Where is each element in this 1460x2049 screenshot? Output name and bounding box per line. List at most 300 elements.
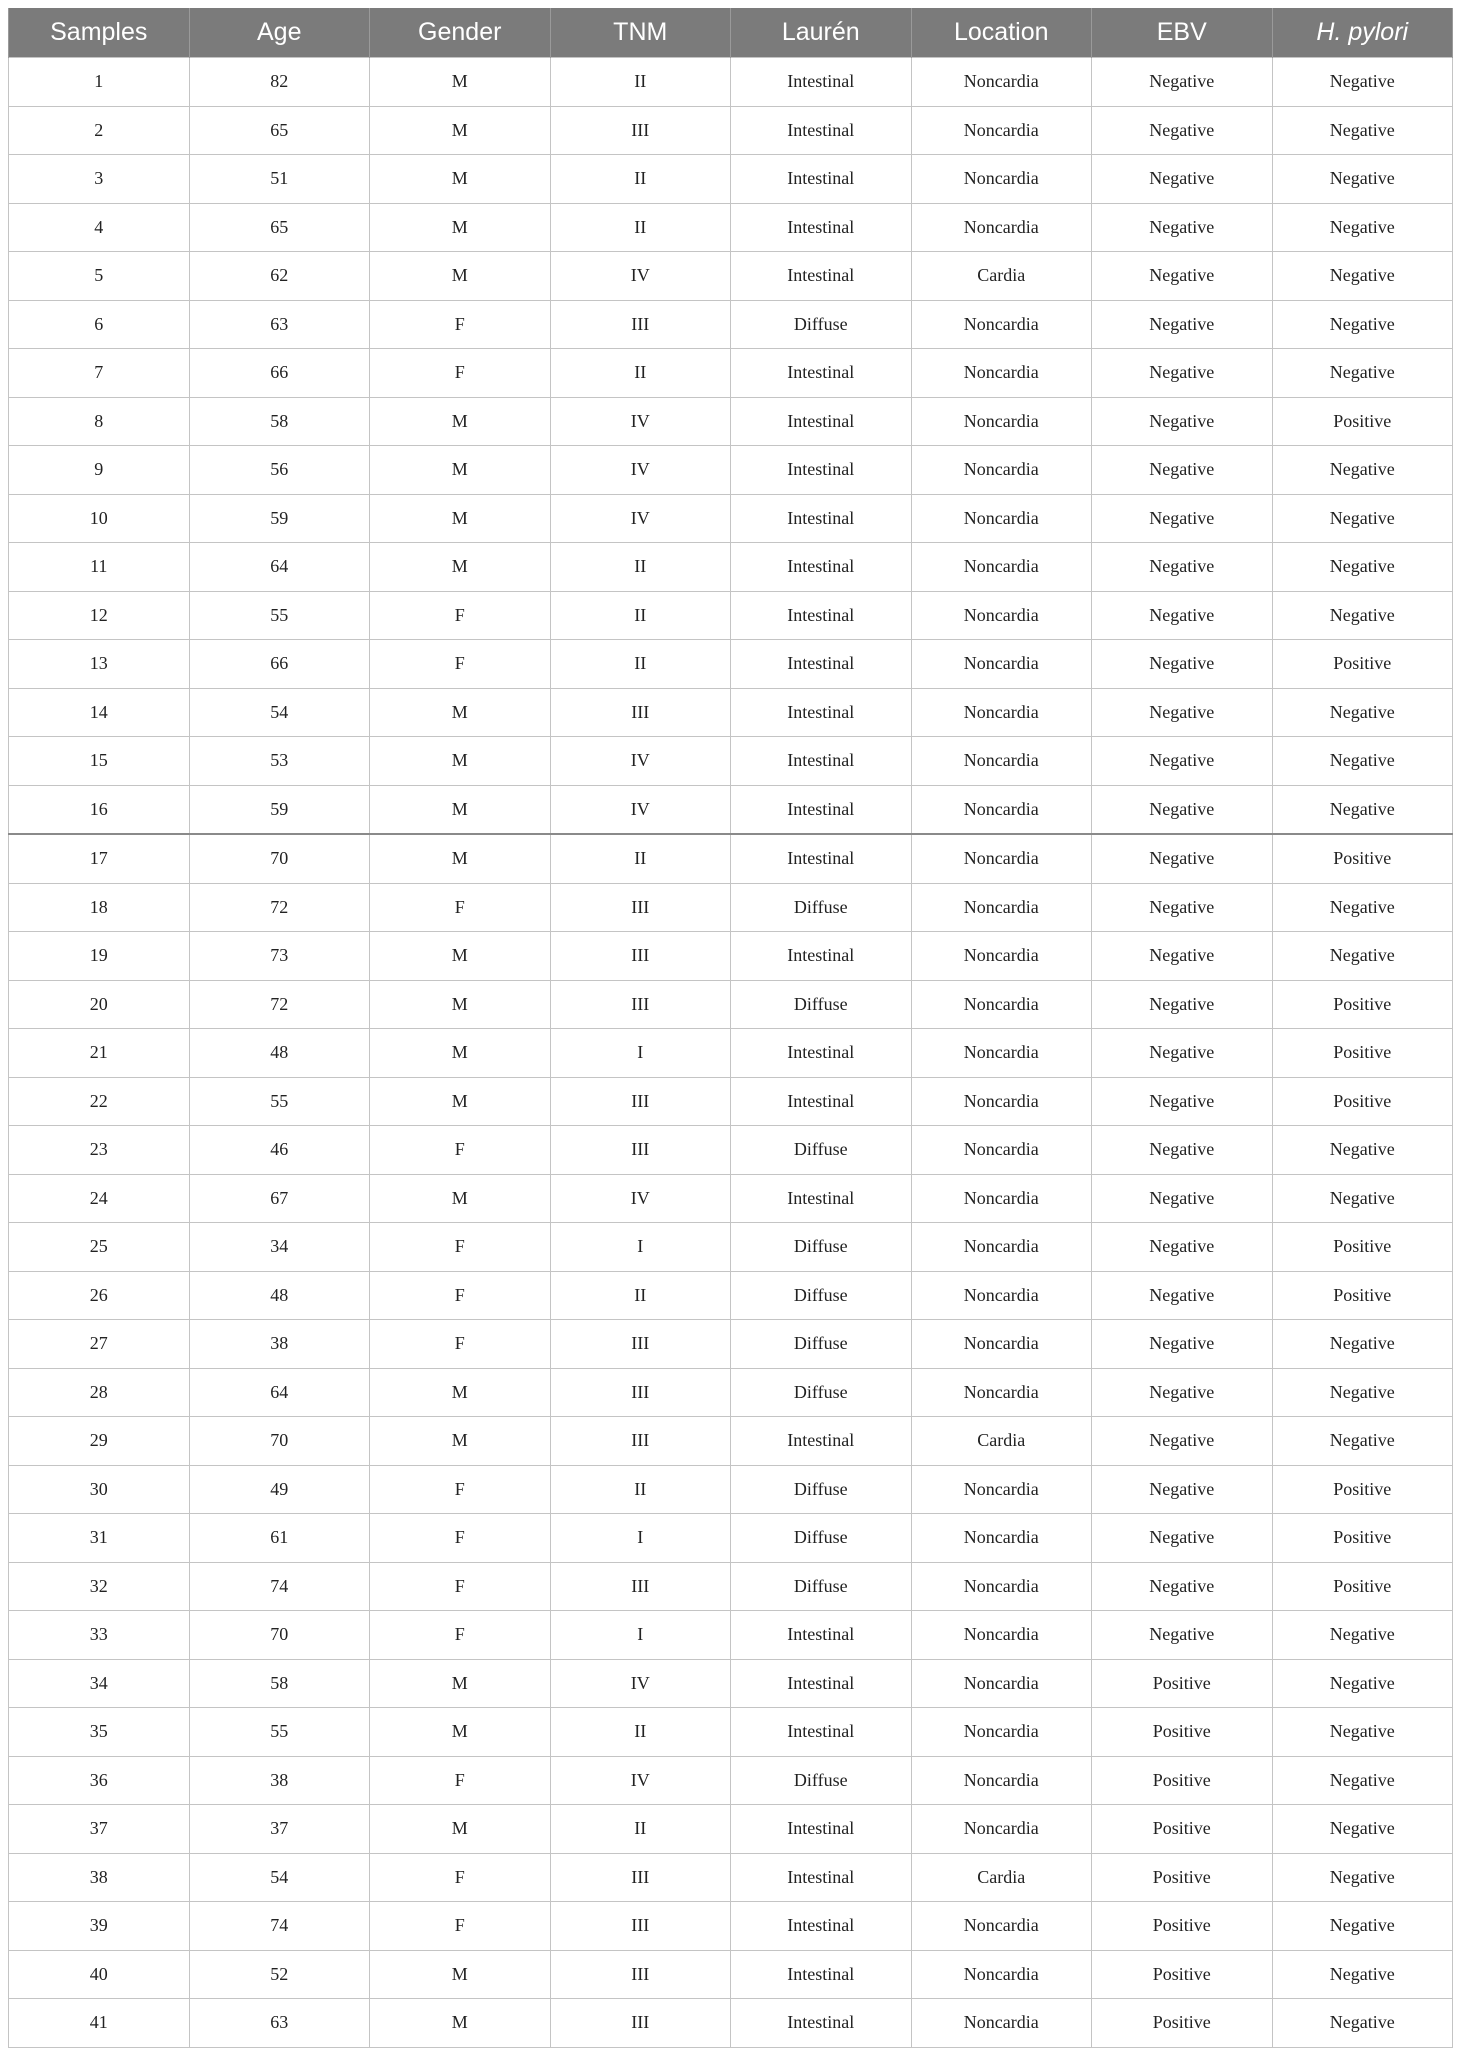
cell-tnm: III (550, 980, 731, 1029)
table-row (9, 1029, 1453, 1078)
cell-samples: 31 (9, 1514, 190, 1563)
cell-tnm: III (550, 1417, 731, 1466)
cell-ebv: Positive (1092, 1708, 1273, 1757)
cell-ebv: Positive (1092, 1902, 1273, 1951)
cell-samples: 19 (9, 932, 190, 981)
cell-h-pylori: Positive (1272, 1562, 1453, 1611)
table-row (9, 1320, 1453, 1369)
cell-h-pylori: Negative (1272, 349, 1453, 398)
cell-age: 64 (189, 543, 370, 592)
cell-samples: 5 (9, 252, 190, 301)
cell-gender: M (370, 1999, 551, 2048)
cell-samples: 35 (9, 1708, 190, 1757)
cell-samples: 12 (9, 591, 190, 640)
cell-location: Noncardia (911, 1611, 1092, 1660)
cell-gender: M (370, 1805, 551, 1854)
cell-gender: M (370, 1417, 551, 1466)
cell-samples: 10 (9, 494, 190, 543)
table-row (9, 1611, 1453, 1660)
cell-location: Noncardia (911, 1950, 1092, 1999)
cell-gender: M (370, 1708, 551, 1757)
cell-samples: 22 (9, 1077, 190, 1126)
cell-gender: M (370, 834, 551, 883)
cell-samples: 30 (9, 1465, 190, 1514)
table-header (9, 8, 1453, 58)
cell-h-pylori: Negative (1272, 1611, 1453, 1660)
cell-samples: 2 (9, 106, 190, 155)
cell-h-pylori: Negative (1272, 1417, 1453, 1466)
table-row (9, 1417, 1453, 1466)
cell-h-pylori: Negative (1272, 1756, 1453, 1805)
cell-tnm: II (550, 1271, 731, 1320)
cell-age: 51 (189, 155, 370, 204)
cell-ebv: Negative (1092, 106, 1273, 155)
cell-tnm: II (550, 543, 731, 592)
cell-gender: F (370, 1320, 551, 1369)
cell-location: Noncardia (911, 932, 1092, 981)
column-header-location: Location (911, 8, 1092, 58)
cell-lauren: Diffuse (731, 1271, 912, 1320)
cell-age: 55 (189, 1708, 370, 1757)
table-row (9, 591, 1453, 640)
cell-h-pylori: Negative (1272, 300, 1453, 349)
cell-gender: M (370, 106, 551, 155)
cell-gender: F (370, 1223, 551, 1272)
cell-gender: M (370, 785, 551, 834)
cell-tnm: III (550, 932, 731, 981)
cell-location: Noncardia (911, 494, 1092, 543)
cell-location: Noncardia (911, 1320, 1092, 1369)
cell-lauren: Intestinal (731, 446, 912, 495)
cell-lauren: Intestinal (731, 932, 912, 981)
cell-lauren: Intestinal (731, 1174, 912, 1223)
column-header-h-pylori: H. pylori (1272, 8, 1453, 58)
cell-tnm: I (550, 1029, 731, 1078)
cell-ebv: Negative (1092, 1271, 1273, 1320)
cell-age: 64 (189, 1368, 370, 1417)
cell-age: 59 (189, 785, 370, 834)
cell-gender: F (370, 883, 551, 932)
cell-age: 73 (189, 932, 370, 981)
table-row (9, 834, 1453, 883)
cell-age: 55 (189, 1077, 370, 1126)
cell-gender: F (370, 1611, 551, 1660)
cell-gender: M (370, 58, 551, 107)
cell-tnm: III (550, 1562, 731, 1611)
cell-lauren: Intestinal (731, 1029, 912, 1078)
cell-ebv: Negative (1092, 494, 1273, 543)
cell-age: 74 (189, 1902, 370, 1951)
cell-tnm: III (550, 1320, 731, 1369)
cell-tnm: II (550, 834, 731, 883)
cell-samples: 39 (9, 1902, 190, 1951)
cell-gender: M (370, 1029, 551, 1078)
cell-location: Noncardia (911, 1271, 1092, 1320)
cell-tnm: II (550, 203, 731, 252)
table-row (9, 1853, 1453, 1902)
cell-age: 70 (189, 1417, 370, 1466)
cell-ebv: Negative (1092, 1611, 1273, 1660)
cell-samples: 37 (9, 1805, 190, 1854)
cell-age: 34 (189, 1223, 370, 1272)
cell-location: Noncardia (911, 591, 1092, 640)
cell-gender: M (370, 543, 551, 592)
cell-h-pylori: Negative (1272, 1126, 1453, 1175)
cell-ebv: Negative (1092, 1465, 1273, 1514)
cell-location: Noncardia (911, 640, 1092, 689)
table-row (9, 543, 1453, 592)
cell-location: Noncardia (911, 1756, 1092, 1805)
table-body (9, 58, 1453, 2048)
cell-gender: F (370, 1271, 551, 1320)
cell-h-pylori: Positive (1272, 1077, 1453, 1126)
cell-location: Noncardia (911, 203, 1092, 252)
cell-location: Noncardia (911, 58, 1092, 107)
cell-lauren: Diffuse (731, 883, 912, 932)
cell-tnm: III (550, 1950, 731, 1999)
cell-tnm: II (550, 1805, 731, 1854)
cell-samples: 17 (9, 834, 190, 883)
cell-gender: M (370, 397, 551, 446)
cell-ebv: Positive (1092, 1950, 1273, 1999)
cell-lauren: Diffuse (731, 300, 912, 349)
cell-age: 61 (189, 1514, 370, 1563)
cell-samples: 40 (9, 1950, 190, 1999)
table-row (9, 1465, 1453, 1514)
table-row (9, 300, 1453, 349)
cell-lauren: Intestinal (731, 1853, 912, 1902)
cell-h-pylori: Negative (1272, 252, 1453, 301)
cell-location: Noncardia (911, 349, 1092, 398)
cell-samples: 34 (9, 1659, 190, 1708)
cell-location: Noncardia (911, 1514, 1092, 1563)
cell-location: Noncardia (911, 737, 1092, 786)
cell-gender: F (370, 1126, 551, 1175)
cell-tnm: III (550, 1368, 731, 1417)
cell-lauren: Intestinal (731, 1999, 912, 2048)
cell-tnm: IV (550, 252, 731, 301)
table-row (9, 1174, 1453, 1223)
cell-age: 66 (189, 349, 370, 398)
cell-h-pylori: Negative (1272, 1902, 1453, 1951)
cell-ebv: Negative (1092, 640, 1273, 689)
cell-h-pylori: Negative (1272, 737, 1453, 786)
cell-samples: 9 (9, 446, 190, 495)
table-row (9, 446, 1453, 495)
cell-h-pylori: Negative (1272, 155, 1453, 204)
cell-ebv: Negative (1092, 543, 1273, 592)
cell-age: 52 (189, 1950, 370, 1999)
cell-gender: M (370, 1659, 551, 1708)
cell-tnm: III (550, 1853, 731, 1902)
cell-lauren: Diffuse (731, 1223, 912, 1272)
cell-lauren: Intestinal (731, 1708, 912, 1757)
table-row (9, 349, 1453, 398)
cell-lauren: Intestinal (731, 155, 912, 204)
cell-lauren: Diffuse (731, 1320, 912, 1369)
column-header-samples: Samples (9, 8, 190, 58)
cell-gender: M (370, 494, 551, 543)
cell-tnm: IV (550, 446, 731, 495)
cell-gender: F (370, 300, 551, 349)
cell-tnm: IV (550, 1756, 731, 1805)
cell-ebv: Negative (1092, 397, 1273, 446)
table-row (9, 1126, 1453, 1175)
cell-lauren: Intestinal (731, 640, 912, 689)
cell-tnm: III (550, 106, 731, 155)
cell-age: 82 (189, 58, 370, 107)
cell-h-pylori: Positive (1272, 1514, 1453, 1563)
cell-ebv: Negative (1092, 58, 1273, 107)
column-header-ebv: EBV (1092, 8, 1273, 58)
cell-h-pylori: Negative (1272, 203, 1453, 252)
cell-age: 48 (189, 1029, 370, 1078)
cell-ebv: Negative (1092, 1126, 1273, 1175)
cell-samples: 38 (9, 1853, 190, 1902)
table-row (9, 1902, 1453, 1951)
cell-ebv: Positive (1092, 1756, 1273, 1805)
cell-tnm: II (550, 1465, 731, 1514)
cell-ebv: Negative (1092, 1562, 1273, 1611)
cell-gender: M (370, 203, 551, 252)
cell-lauren: Intestinal (731, 1805, 912, 1854)
cell-gender: M (370, 1174, 551, 1223)
cell-ebv: Positive (1092, 1853, 1273, 1902)
cell-h-pylori: Positive (1272, 1029, 1453, 1078)
cell-h-pylori: Negative (1272, 106, 1453, 155)
cell-h-pylori: Negative (1272, 1174, 1453, 1223)
cell-samples: 24 (9, 1174, 190, 1223)
cell-tnm: IV (550, 737, 731, 786)
cell-h-pylori: Negative (1272, 1659, 1453, 1708)
table-row (9, 1514, 1453, 1563)
cell-age: 38 (189, 1320, 370, 1369)
cell-ebv: Negative (1092, 1514, 1273, 1563)
cell-gender: F (370, 1562, 551, 1611)
cell-lauren: Intestinal (731, 1902, 912, 1951)
cell-gender: M (370, 980, 551, 1029)
cell-lauren: Intestinal (731, 543, 912, 592)
cell-h-pylori: Positive (1272, 640, 1453, 689)
cell-lauren: Diffuse (731, 1514, 912, 1563)
cell-tnm: III (550, 1999, 731, 2048)
cell-location: Noncardia (911, 300, 1092, 349)
table-row (9, 252, 1453, 301)
cell-location: Noncardia (911, 1659, 1092, 1708)
cell-tnm: III (550, 300, 731, 349)
cell-h-pylori: Negative (1272, 543, 1453, 592)
cell-lauren: Intestinal (731, 203, 912, 252)
cell-location: Cardia (911, 252, 1092, 301)
table-row (9, 58, 1453, 107)
cell-h-pylori: Positive (1272, 834, 1453, 883)
cell-location: Noncardia (911, 1902, 1092, 1951)
cell-h-pylori: Positive (1272, 397, 1453, 446)
table-row (9, 397, 1453, 446)
cell-location: Cardia (911, 1853, 1092, 1902)
cell-lauren: Intestinal (731, 1950, 912, 1999)
cell-lauren: Intestinal (731, 106, 912, 155)
cell-lauren: Intestinal (731, 591, 912, 640)
cell-location: Noncardia (911, 397, 1092, 446)
cell-location: Noncardia (911, 785, 1092, 834)
cell-h-pylori: Negative (1272, 932, 1453, 981)
cell-age: 67 (189, 1174, 370, 1223)
cell-h-pylori: Negative (1272, 1320, 1453, 1369)
cell-ebv: Negative (1092, 1077, 1273, 1126)
cell-location: Noncardia (911, 1999, 1092, 2048)
cell-lauren: Intestinal (731, 834, 912, 883)
cell-gender: M (370, 932, 551, 981)
cell-ebv: Negative (1092, 203, 1273, 252)
cell-age: 72 (189, 980, 370, 1029)
cell-lauren: Diffuse (731, 1465, 912, 1514)
cell-age: 70 (189, 834, 370, 883)
cell-tnm: I (550, 1223, 731, 1272)
cell-ebv: Negative (1092, 252, 1273, 301)
cell-h-pylori: Negative (1272, 1368, 1453, 1417)
table-row (9, 1223, 1453, 1272)
cell-h-pylori: Negative (1272, 1708, 1453, 1757)
cell-samples: 23 (9, 1126, 190, 1175)
cell-ebv: Negative (1092, 446, 1273, 495)
cell-samples: 6 (9, 300, 190, 349)
cell-age: 63 (189, 1999, 370, 2048)
cell-gender: M (370, 737, 551, 786)
table-row (9, 1271, 1453, 1320)
cell-location: Noncardia (911, 155, 1092, 204)
cell-age: 58 (189, 1659, 370, 1708)
cell-location: Noncardia (911, 543, 1092, 592)
cell-location: Noncardia (911, 1562, 1092, 1611)
cell-ebv: Positive (1092, 1805, 1273, 1854)
column-header-age: Age (189, 8, 370, 58)
cell-samples: 3 (9, 155, 190, 204)
table-row (9, 1077, 1453, 1126)
cell-tnm: IV (550, 1659, 731, 1708)
cell-gender: M (370, 1950, 551, 1999)
cell-tnm: III (550, 883, 731, 932)
table-row (9, 883, 1453, 932)
cell-age: 49 (189, 1465, 370, 1514)
cell-lauren: Diffuse (731, 1756, 912, 1805)
cell-tnm: IV (550, 494, 731, 543)
cell-tnm: IV (550, 1174, 731, 1223)
cell-location: Noncardia (911, 834, 1092, 883)
cell-ebv: Positive (1092, 1999, 1273, 2048)
cell-lauren: Intestinal (731, 349, 912, 398)
cell-samples: 16 (9, 785, 190, 834)
cell-age: 59 (189, 494, 370, 543)
table-row (9, 1368, 1453, 1417)
cell-samples: 8 (9, 397, 190, 446)
cell-samples: 1 (9, 58, 190, 107)
cell-samples: 26 (9, 1271, 190, 1320)
cell-age: 58 (189, 397, 370, 446)
table-row (9, 688, 1453, 737)
cell-ebv: Negative (1092, 1417, 1273, 1466)
cell-lauren: Intestinal (731, 252, 912, 301)
cell-tnm: II (550, 640, 731, 689)
cell-location: Noncardia (911, 1077, 1092, 1126)
cell-ebv: Negative (1092, 932, 1273, 981)
cell-h-pylori: Negative (1272, 1999, 1453, 2048)
cell-h-pylori: Negative (1272, 883, 1453, 932)
cell-age: 46 (189, 1126, 370, 1175)
table-row (9, 1999, 1453, 2048)
table-row (9, 1708, 1453, 1757)
cell-location: Noncardia (911, 446, 1092, 495)
cell-lauren: Intestinal (731, 688, 912, 737)
table-row (9, 1756, 1453, 1805)
cell-tnm: III (550, 1126, 731, 1175)
cell-gender: F (370, 349, 551, 398)
cell-h-pylori: Positive (1272, 1465, 1453, 1514)
cell-tnm: IV (550, 785, 731, 834)
cell-h-pylori: Positive (1272, 980, 1453, 1029)
cell-ebv: Positive (1092, 1659, 1273, 1708)
cell-h-pylori: Negative (1272, 785, 1453, 834)
cell-h-pylori: Positive (1272, 1223, 1453, 1272)
cell-tnm: II (550, 1708, 731, 1757)
cell-h-pylori: Negative (1272, 688, 1453, 737)
table-row (9, 203, 1453, 252)
cell-ebv: Negative (1092, 785, 1273, 834)
column-header-lauren: Laurén (731, 8, 912, 58)
cell-gender: F (370, 1514, 551, 1563)
cell-location: Noncardia (911, 688, 1092, 737)
cell-ebv: Negative (1092, 883, 1273, 932)
cell-lauren: Intestinal (731, 737, 912, 786)
cell-tnm: II (550, 58, 731, 107)
cell-lauren: Intestinal (731, 1659, 912, 1708)
cell-samples: 4 (9, 203, 190, 252)
cell-samples: 28 (9, 1368, 190, 1417)
cell-lauren: Intestinal (731, 1611, 912, 1660)
cell-age: 74 (189, 1562, 370, 1611)
cell-age: 54 (189, 1853, 370, 1902)
cell-location: Noncardia (911, 1174, 1092, 1223)
cell-ebv: Negative (1092, 980, 1273, 1029)
cell-samples: 32 (9, 1562, 190, 1611)
cell-gender: F (370, 1465, 551, 1514)
cell-gender: M (370, 1077, 551, 1126)
cell-lauren: Diffuse (731, 1368, 912, 1417)
cell-location: Noncardia (911, 1708, 1092, 1757)
cell-location: Noncardia (911, 883, 1092, 932)
cell-samples: 18 (9, 883, 190, 932)
cell-lauren: Intestinal (731, 494, 912, 543)
cell-ebv: Negative (1092, 737, 1273, 786)
cell-gender: M (370, 155, 551, 204)
cell-age: 65 (189, 106, 370, 155)
cell-age: 72 (189, 883, 370, 932)
cell-samples: 41 (9, 1999, 190, 2048)
cell-gender: F (370, 591, 551, 640)
cell-h-pylori: Negative (1272, 494, 1453, 543)
cell-lauren: Diffuse (731, 1126, 912, 1175)
table-row (9, 155, 1453, 204)
cell-location: Noncardia (911, 1368, 1092, 1417)
cell-lauren: Diffuse (731, 1562, 912, 1611)
cell-ebv: Negative (1092, 1368, 1273, 1417)
table-row (9, 106, 1453, 155)
cell-age: 63 (189, 300, 370, 349)
cell-age: 38 (189, 1756, 370, 1805)
cell-lauren: Intestinal (731, 397, 912, 446)
column-header-tnm: TNM (550, 8, 731, 58)
cell-age: 53 (189, 737, 370, 786)
